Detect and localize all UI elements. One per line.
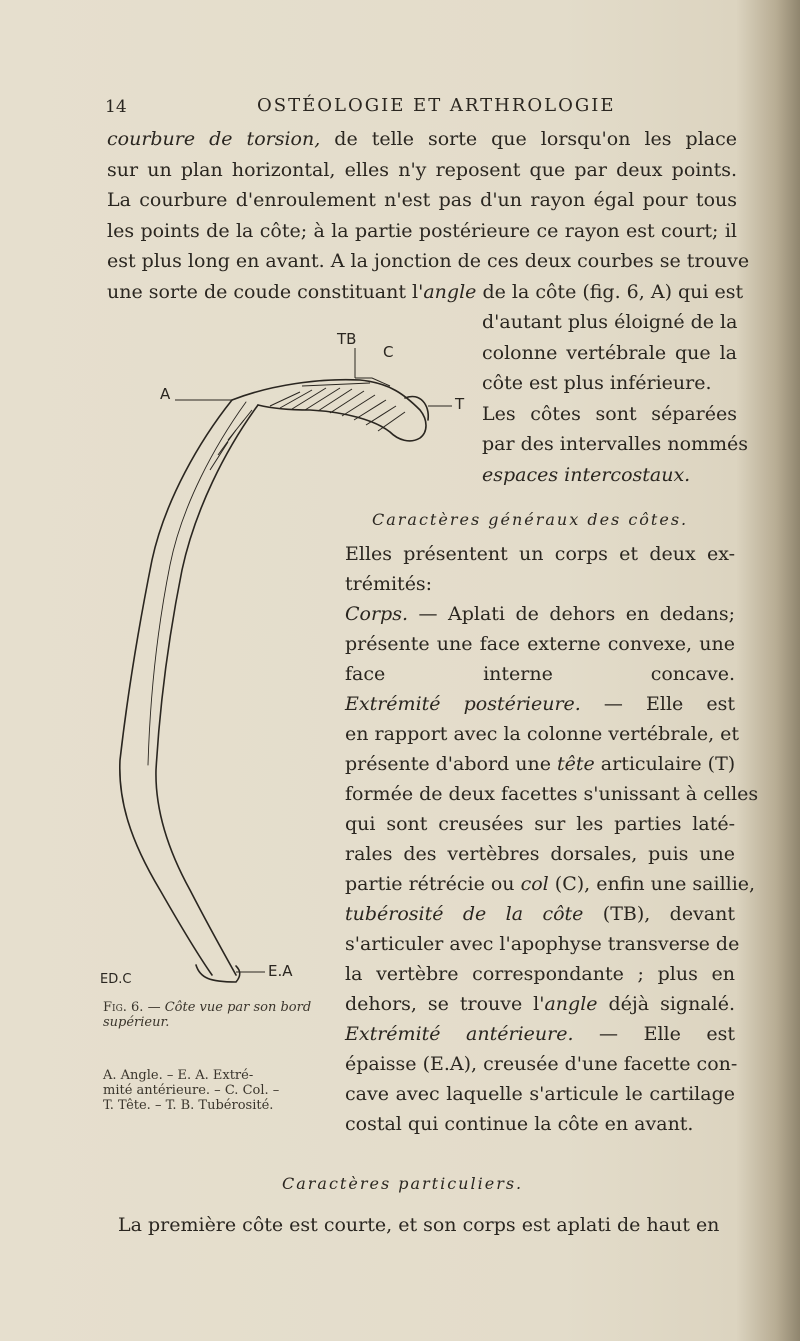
italic-text: tubérosité de la côte — [345, 903, 584, 925]
rib-outer-contour — [120, 400, 232, 975]
italic-text: angle — [423, 280, 477, 303]
figure-legend — [103, 1068, 328, 1113]
last-line: La première côte est courte, et son corps est aplati de haut en — [118, 1214, 720, 1236]
text-run: présente d'abord une — [345, 753, 557, 775]
text-run: dehors, se trouve l' — [345, 993, 545, 1015]
text-run: — Elle est — [573, 1023, 736, 1045]
label-a: A — [160, 385, 171, 403]
text-run: est plus long en avant. A la jonction de ces deux courbes se trouve — [107, 250, 750, 272]
text-run: sur un plan horizontal, elles n'y reposent que par deux points. — [107, 158, 737, 181]
label-tb: TB — [337, 330, 357, 348]
italic-text: angle — [544, 993, 598, 1015]
text-run: — Aplati de dehors en dedans; — [408, 603, 735, 625]
figure-caption — [103, 1000, 328, 1030]
text-run: face interne concave. — [345, 663, 735, 685]
figure-title: — Côte vue par son bord supérieur. — [103, 1000, 312, 1030]
text-run: une sorte de coude constituant l' — [107, 280, 424, 303]
text-run: les points de la côte; à la partie postérieure ce rayon est court; il — [107, 219, 737, 242]
text-run: articulaire (T) — [594, 753, 736, 775]
text-run: qui sont creusées sur les parties laté- — [345, 813, 735, 835]
page-number: 14 — [105, 97, 127, 117]
text-run: côte est plus inférieure. — [482, 372, 712, 394]
text-run: de telle sorte que lorsqu'on les place — [320, 128, 737, 150]
rib-upper-body — [232, 380, 426, 441]
text-run: déjà signalé. — [597, 993, 735, 1015]
rib-inner-contour — [156, 405, 258, 975]
text-run: épaisse (E.A), creusée d'une facette con- — [345, 1053, 738, 1075]
figure-number: Fig. 6. — [103, 1000, 144, 1015]
label-t: T — [455, 395, 465, 413]
text-run: (C), enfin une saillie, — [548, 873, 756, 895]
text-run: la vertèbre correspondante ; plus en — [345, 963, 735, 985]
italic-text: tête — [557, 753, 595, 775]
legend-line: mité antérieure. – C. Col. – — [103, 1083, 280, 1098]
section-heading: Caractères particuliers. — [282, 1174, 524, 1193]
text-run: costal qui continue la côte en avant. — [345, 1113, 694, 1135]
text-run: trémités: — [345, 573, 433, 595]
text-run: (TB), devant — [583, 903, 735, 925]
text-run: cave avec laquelle s'articule le cartilage — [345, 1083, 735, 1105]
text-run: en rapport avec la colonne vertébrale, et — [345, 723, 740, 745]
legend-line: A. Angle. – E. A. Extré- — [103, 1068, 254, 1083]
text-run: — Elle est — [580, 693, 735, 715]
anterior-end — [196, 965, 240, 982]
text-run: présente une face externe convexe, une — [345, 633, 735, 655]
italic-text: Corps. — [345, 603, 409, 625]
label-edc: ED.C — [100, 972, 132, 987]
italic-text: Extrémité postérieure. — [345, 693, 581, 715]
label-c: C — [383, 343, 394, 361]
italic-text: courbure de torsion, — [107, 128, 321, 150]
text-run: Les côtes sont séparées — [482, 402, 737, 425]
text-run: colonne vertébrale que la — [482, 341, 737, 364]
text-run: rales des vertèbres dorsales, puis une — [345, 843, 735, 865]
italic-text: Extrémité antérieure. — [345, 1023, 574, 1045]
rib-mid-line — [148, 402, 246, 765]
text-run: de la côte (fig. 6, A) qui est — [476, 280, 744, 303]
text-run: par des intervalles nommés — [482, 433, 749, 455]
text-run: partie rétrécie ou — [345, 873, 521, 895]
italic-text: col — [520, 873, 549, 895]
legend-line: T. Tête. – T. B. Tubérosité. — [103, 1098, 274, 1113]
text-run: La courbure d'enroulement n'est pas d'un rayon égal pour tous — [107, 189, 737, 211]
italic-text: espaces intercostaux. — [482, 463, 691, 486]
text-run: Elles présentent un corps et deux ex- — [345, 543, 735, 565]
text-run: formée de deux facettes s'unissant à celles — [345, 783, 759, 805]
label-ea: E.A — [268, 962, 293, 980]
text-run: s'articuler avec l'apophyse transverse de — [345, 933, 740, 955]
section-heading: Caractères généraux des côtes. — [372, 510, 689, 529]
rib-hatching — [210, 388, 405, 470]
running-title: OSTÉOLOGIE ET ARTHROLOGIE — [257, 95, 616, 116]
text-run: d'autant plus éloigné de la — [482, 311, 738, 333]
